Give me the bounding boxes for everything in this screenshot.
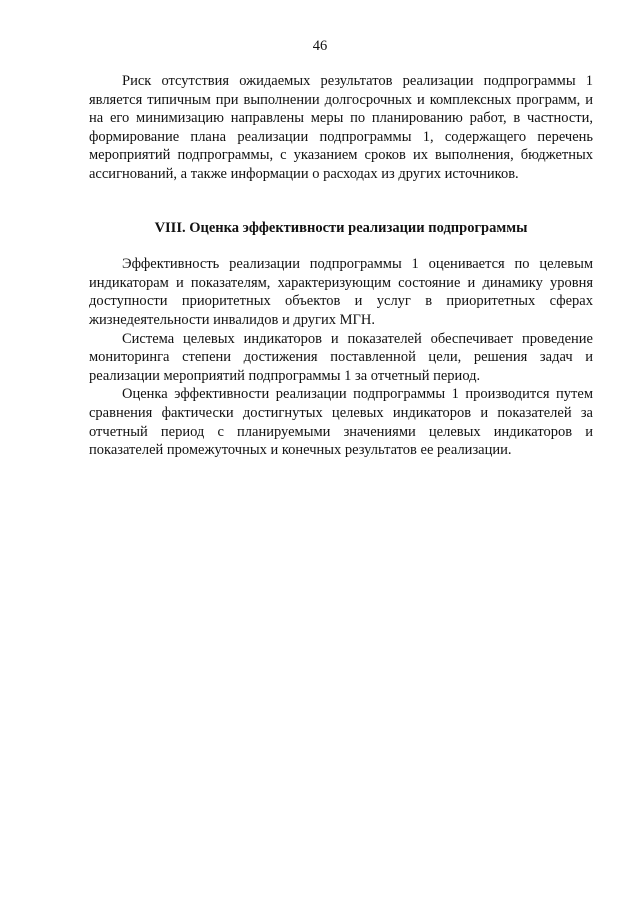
risk-paragraph: Риск отсутствия ожидаемых результатов реализации подпрограммы 1 является типичным при выполнении долгосрочных и комплексных программ, и на его минимизацию направлены меры по планированию работ, в частности, формирование плана реализации подпрограммы 1, содержащего перечень мероприятий подпрограммы, с указанием сроков их выполнения, бюджетных ассигнований, а также информации о расходах из других источников.	[89, 73, 593, 182]
document-body	[89, 72, 593, 460]
section-paragraph-indicator-system: Система целевых индикаторов и показателей обеспечивает проведение мониторинга степени достижения поставленной цели, решения задач и реализации мероприятий подпрограммы 1 за отчетный период.	[89, 330, 593, 384]
section-heading: VIII. Оценка эффективности реализации подпрограммы	[154, 219, 528, 236]
section-paragraph-effectiveness: Эффективность реализации подпрограммы 1 оценивается по целевым индикаторам и показателям, характеризующим состояние и динамику уровня доступности приоритетных объектов и услуг в приоритетных сферах жизнедеятельности инвалидов и других МГН.	[89, 256, 593, 328]
section-paragraph-evaluation: Оценка эффективности реализации подпрограммы 1 производится путем сравнения фактически достигнутых целевых индикаторов и показателей за отчетный период с планируемыми значениями целевых индикаторов и показателей промежуточных и конечных результатов ее реализации.	[89, 386, 593, 459]
page-number: 46	[312, 38, 328, 54]
